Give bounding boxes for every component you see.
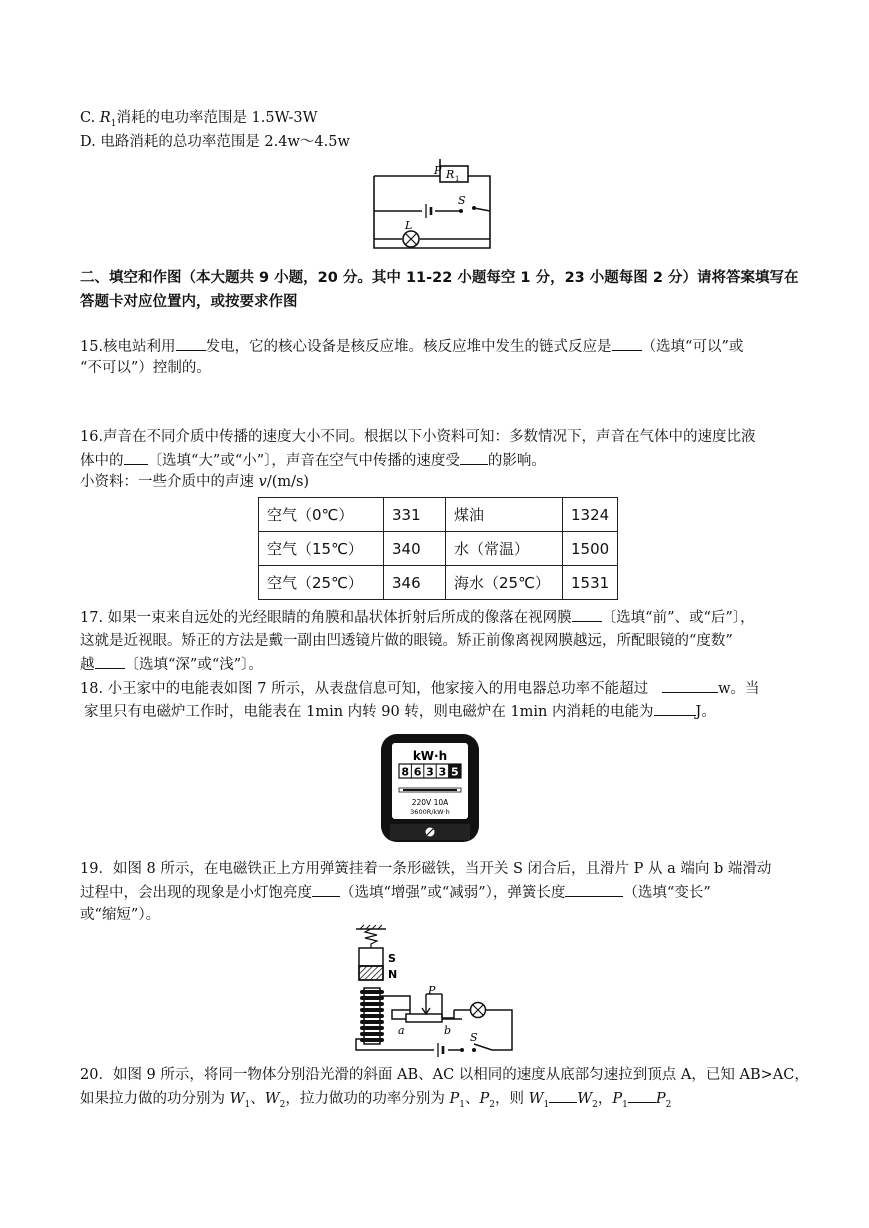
answer-blank[interactable]	[572, 607, 602, 622]
label-s-pole: S	[388, 952, 396, 965]
question-19-line2: 过程中，会出现的现象是小灯饱亮度 （选填“增强”或“减弱”），弹簧长度 （选填“变长”	[80, 882, 711, 903]
label-s: S	[458, 194, 466, 207]
answer-blank[interactable]	[176, 336, 206, 351]
question-17-line3: 越 〔选填“深”或“浅”〕。	[80, 654, 263, 675]
answer-blank[interactable]	[312, 882, 340, 897]
answer-blank[interactable]	[124, 450, 148, 465]
meter-spec-revs: 3600R/kW·h	[410, 808, 450, 816]
option-c: C. $R_1$消耗的电功率范围是 1.5W-3W	[80, 110, 318, 129]
label-n-pole: N	[388, 968, 398, 981]
label-r: R	[446, 168, 455, 181]
label-p: P	[428, 984, 436, 997]
label-r-sub: 1	[455, 175, 460, 183]
option-d: D. 电路消耗的总功率范围是 2.4w～4.5w	[80, 134, 350, 150]
label-switch: S	[470, 1031, 478, 1044]
sound-speed-table	[258, 497, 618, 600]
answer-blank[interactable]	[460, 450, 488, 465]
answer-blank[interactable]	[565, 882, 623, 897]
question-15-line1: 15.核电站利用 发电，它的核心设备是核反应堆。核反应堆中发生的链式反应是 （选填“可以”或	[80, 336, 743, 357]
section-heading-line2: 答题卡对应位置内，或按要求作图	[80, 294, 298, 310]
question-16-line3: 小资料：一些介质中的声速 v/(m/s)	[80, 474, 310, 490]
question-17-line2: 这就是近视眼。矫正的方法是戴一副由凹透镜片做的眼镜。矫正前像离视网膜越远，所配眼镜的“度数”	[80, 633, 733, 649]
meter-spec-voltage: 220V 10A	[411, 798, 449, 807]
question-16-line2: 体中的 〔选填“大”或“小”〕，声音在空气中传播的速度受 的影响。	[80, 450, 546, 471]
meter-digit: 3	[438, 765, 447, 779]
circuit-diagram-top	[372, 156, 497, 252]
question-19-line3: 或“缩短”）。	[80, 907, 161, 923]
label-b: b	[444, 1024, 452, 1037]
meter-digit: 5	[450, 765, 459, 779]
electromagnet-circuit-figure	[352, 924, 522, 1060]
label-p: P	[434, 164, 442, 177]
table-row: 空气（25℃） 346 海水（25℃） 1531	[259, 566, 618, 600]
label-l: L	[405, 219, 413, 232]
meter-unit: kW·h	[412, 749, 448, 763]
section-heading-line1: 二、填空和作图（本大题共 9 小题，20 分。其中 11-22 小题每空 1 分，23 小题每图 2 分）请将答案填写在	[80, 270, 799, 286]
question-18-line1: 18. 小王家中的电能表如图 7 所示，从表盘信息可知，他家接入的用电器总功率不能超过 w。当	[80, 678, 760, 699]
answer-blank[interactable]	[662, 678, 718, 693]
table-row: 空气（15℃） 340 水（常温） 1500	[259, 532, 618, 566]
question-17-line1: 17. 如果一束来自远处的光经眼睛的角膜和晶状体折射后所成的像落在视网膜 〔选填“前”、或“后”〕，	[80, 607, 755, 628]
question-16-line1: 16.声音在不同介质中传播的速度大小不同。根据以下小资料可知：多数情况下，声音在气体中的速度比液	[80, 429, 756, 445]
answer-blank[interactable]	[549, 1088, 577, 1103]
meter-digit: 6	[413, 765, 422, 779]
question-15-line2: “不可以”）控制的。	[80, 360, 211, 376]
question-19-line1: 19．如图 8 所示，在电磁铁正上方用弹簧挂着一条形磁铁，当开关 S 闭合后，且滑片 P 从 a 端向 b 端滑动	[80, 861, 772, 877]
table-row: 空气（0℃） 331 煤油 1324	[259, 498, 618, 532]
label-a: a	[398, 1024, 405, 1037]
answer-blank[interactable]	[654, 701, 696, 716]
meter-digit: 3	[426, 765, 434, 779]
meter-digit: 8	[401, 765, 410, 779]
answer-blank[interactable]	[95, 654, 125, 669]
answer-blank[interactable]	[628, 1088, 656, 1103]
electric-meter-figure	[379, 732, 481, 844]
question-20-line2: 如果拉力做的功分别为 $W_1$、$W_2$，拉力做功的功率分别为 $P_1$、$P_2$，则 $W_1$ $W_2$，$P_1$ $P_2$	[80, 1088, 671, 1115]
question-18-line2: 家里只有电磁炉工作时，电能表在 1min 内转 90 转，则电磁炉在 1min 内消耗的电能为 J。	[84, 701, 716, 722]
question-20-line1: 20．如图 9 所示，将同一物体分别沿光滑的斜面 AB、AC 以相同的速度从底部匀速拉到顶点 A，已知 AB>AC，	[80, 1067, 809, 1083]
answer-blank[interactable]	[612, 336, 642, 351]
